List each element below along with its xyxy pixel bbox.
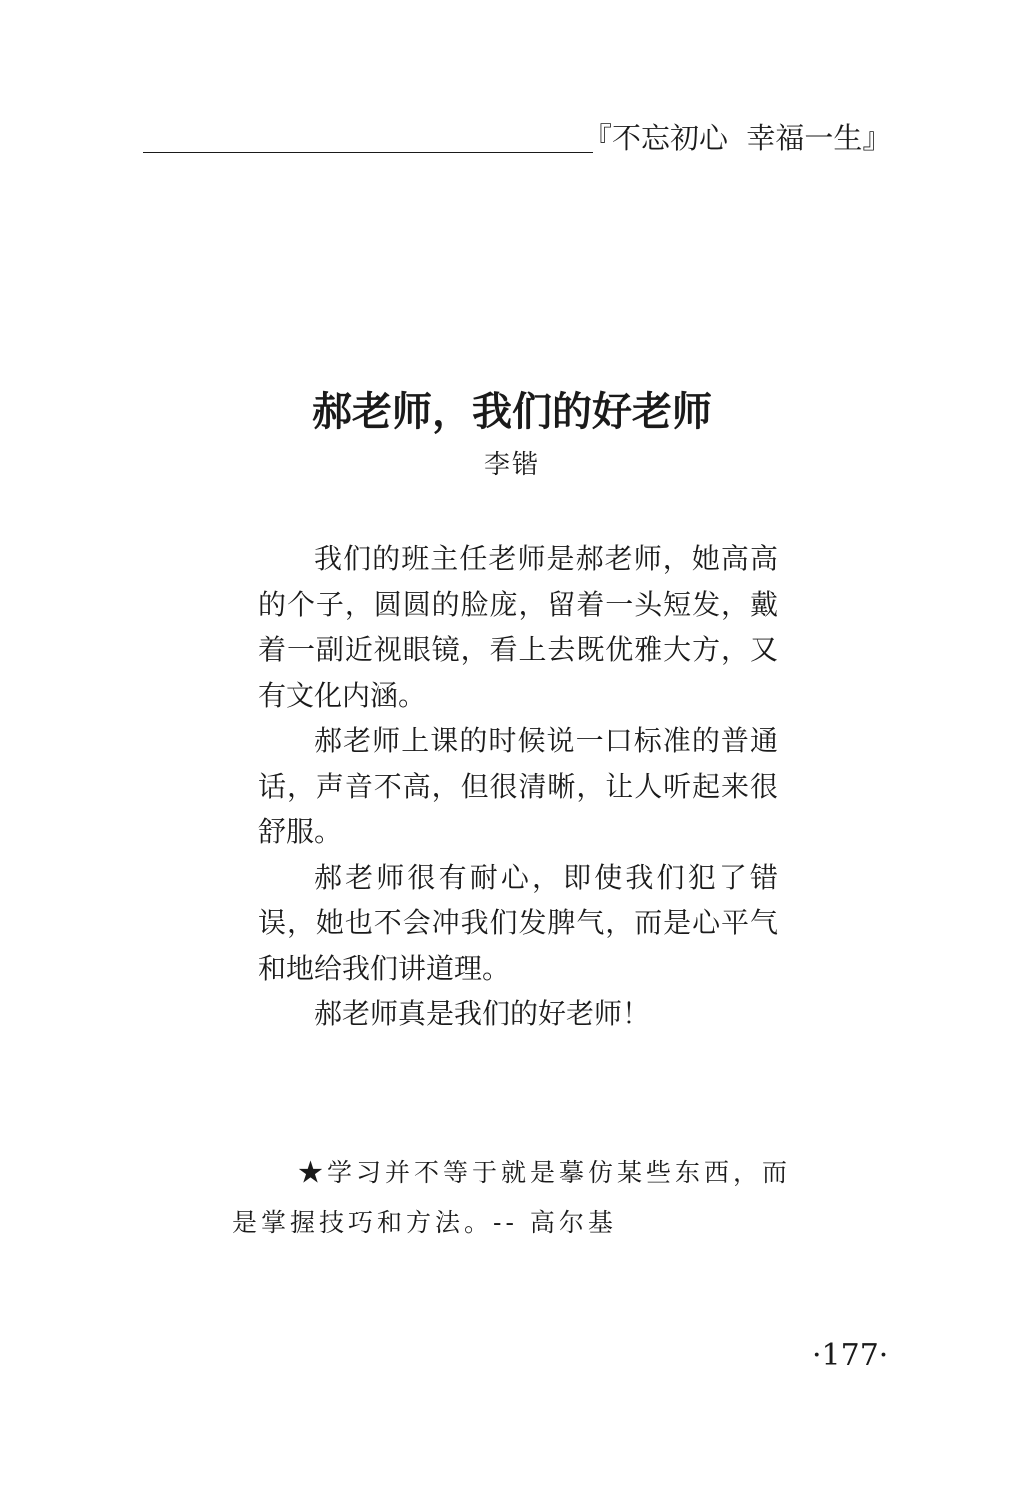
article-title: 郝老师，我们的好老师 [312, 388, 712, 435]
paragraph: 我们的班主任老师是郝老师，她高高的个子，圆圆的脸庞，留着一头短发，戴着一副近视眼镜，看上去既优雅大方，又有文化内涵。 [258, 542, 778, 712]
running-header-title: 『不忘初心 幸福一生』 [583, 121, 892, 155]
article-body [258, 536, 778, 1037]
header-rule [143, 152, 593, 153]
paragraph: 郝老师上课的时候说一口标准的普通话，声音不高，但很清晰，让人听起来很舒服。 [258, 724, 778, 848]
paragraph: 郝老师真是我们的好老师！ [314, 997, 651, 1030]
page-number: ·177· [812, 1338, 889, 1373]
quote-line: ★学习并不等于就是摹仿某些东西，而 [298, 1158, 792, 1187]
article-author: 李锴 [483, 450, 540, 480]
paragraph: 郝老师很有耐心，即使我们犯了错误，她也不会冲我们发脾气，而是心平气和地给我们讲道理。 [258, 860, 778, 985]
quote-line: 是掌握技巧和方法。-- 高尔基 [232, 1208, 617, 1237]
quote-block [232, 1148, 832, 1248]
